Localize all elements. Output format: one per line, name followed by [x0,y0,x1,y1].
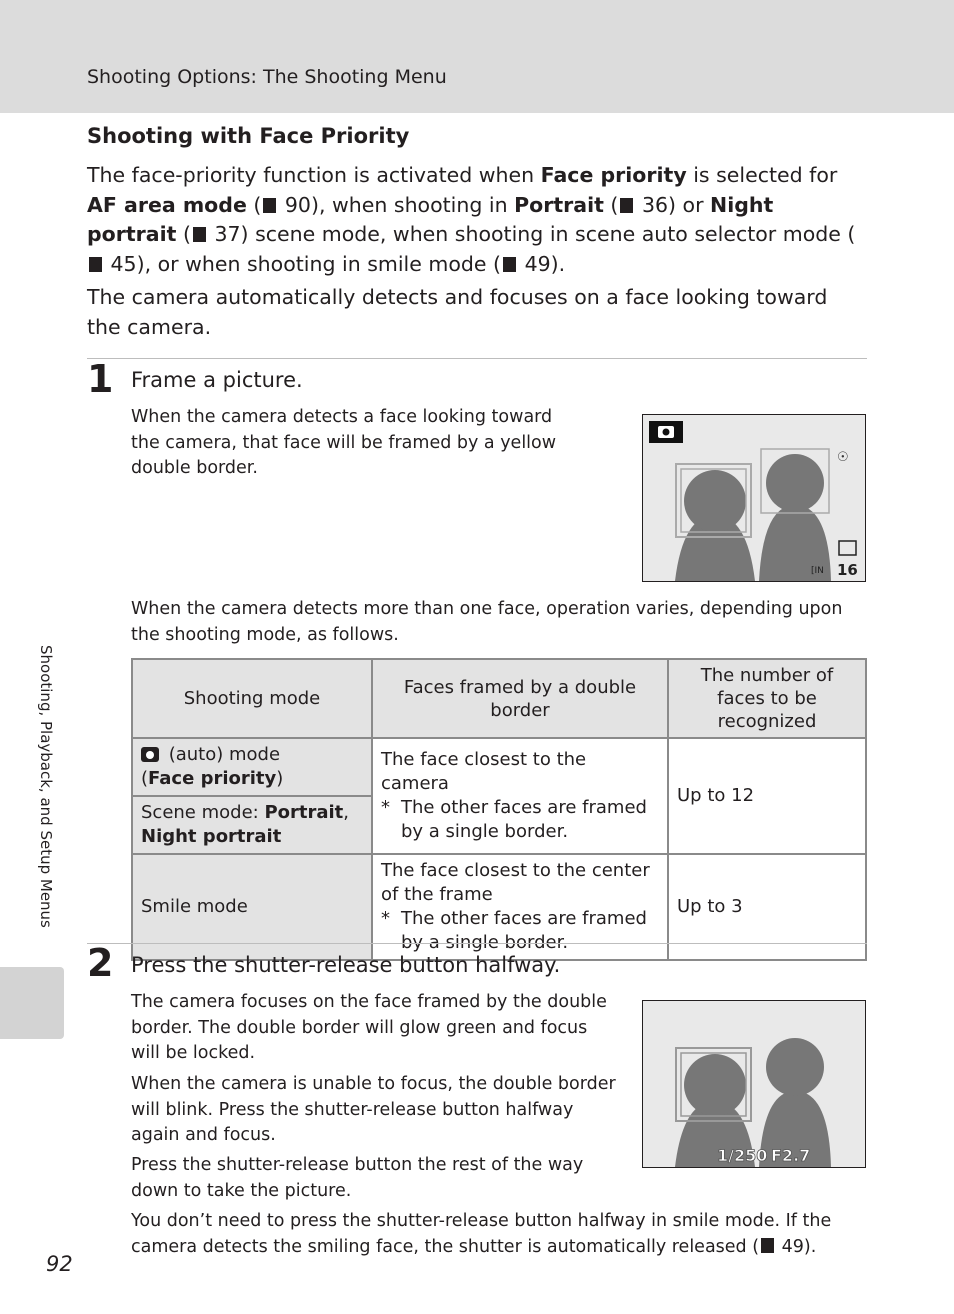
term-portrait: Portrait [514,192,604,217]
page-reference-icon [761,1238,774,1253]
page-reference-icon [89,257,102,272]
sidebar-chapter-tab [0,967,64,1039]
sidebar-chapter-label: Shooting, Playback, and Setup Menus [37,645,55,928]
divider [87,358,867,359]
auto-mode-icon [141,747,159,762]
step-2-number: 2 [87,941,114,985]
count-cell: Up to 12 [668,738,866,854]
page-reference-icon [620,198,633,213]
camera-mode-icon [649,421,683,443]
page-reference-icon [503,257,516,272]
faces-cell: The face closest to the camera * The other faces are framed by a single border. [372,738,668,854]
page-header-band [0,0,954,113]
step-2-paragraph-2: When the camera is unable to focus, the double border will blink. Press the shutter-release button halfway again and focus. [131,1074,616,1145]
table-header-row [132,659,866,738]
step-1-body: When the camera detects a face looking toward the camera, that face will be framed by a yellow double border. [131,407,557,478]
count-cell: Up to 3 [668,854,866,960]
step-1-number: 1 [87,357,114,401]
step-2-title: Press the shutter-release button halfway. [131,953,561,977]
page-number: 92 [46,1252,73,1276]
table-header-cell: Faces framed by a double border [372,659,668,738]
intro-paragraph-2: The camera automatically detects and focuses on a face looking toward the camera. [87,285,828,339]
frames-remaining-count: 16 [837,561,858,579]
step-2-paragraph-4: You don’t need to press the shutter-release button halfway in smile mode. If the camera detects the smiling face, the shutter is automatically released ( 49). [131,1211,832,1257]
intro-paragraph: The face-priority function is activated when Face priority is selected for AF area mode ( 90), when shooting in Portrait ( 36) or Night portrait ( 37) scene mode, when shooting in scene auto selector mode ( 45), or when shooting in smile mode ( 49). [87,163,856,276]
table-row [132,854,866,960]
term-face-priority: Face priority [540,163,687,187]
table-header-cell: Shooting mode [132,659,372,738]
table-row [132,738,866,796]
shutter-speed-readout: 1/250 [717,1146,768,1165]
section-title: Shooting with Face Priority [87,124,410,148]
step-1-title: Frame a picture. [131,368,303,392]
mode-cell: Smile mode [132,854,372,960]
table-header-cell: The number of faces to be recognized [668,659,866,738]
header-title: Shooting Options: The Shooting Menu [87,66,447,88]
svg-text:☉: ☉ [837,450,849,465]
mode-cell: Scene mode: Portrait, Night portrait [132,796,372,854]
term-night-portrait: Night portrait [87,192,774,246]
aperture-readout: F2.7 [771,1146,811,1165]
term-af-area-mode: AF area mode [87,192,247,217]
faces-cell: The face closest to the center of the frame * The other faces are framed by a single border. [372,854,668,960]
step-2-paragraph-1: The camera focuses on the face framed by the double border. The double border will glow green and focus will be locked. [131,992,607,1063]
step-2-paragraph-3: Press the shutter-release button the rest of the way down to take the picture. [131,1155,584,1201]
face-priority-table [131,658,867,961]
page-reference-icon [263,198,276,213]
page-reference-icon [193,227,206,242]
step-1-after: When the camera detects more than one face, operation varies, depending upon the shooting mode, as follows. [131,599,843,645]
camera-screen-face-detected [642,414,866,582]
camera-screen-focus-locked [642,1000,866,1168]
mode-cell: (auto) mode (Face priority) [132,738,372,796]
internal-memory-icon: [IN [811,566,824,576]
divider [87,943,867,944]
vibration-reduction-icon [837,450,849,465]
